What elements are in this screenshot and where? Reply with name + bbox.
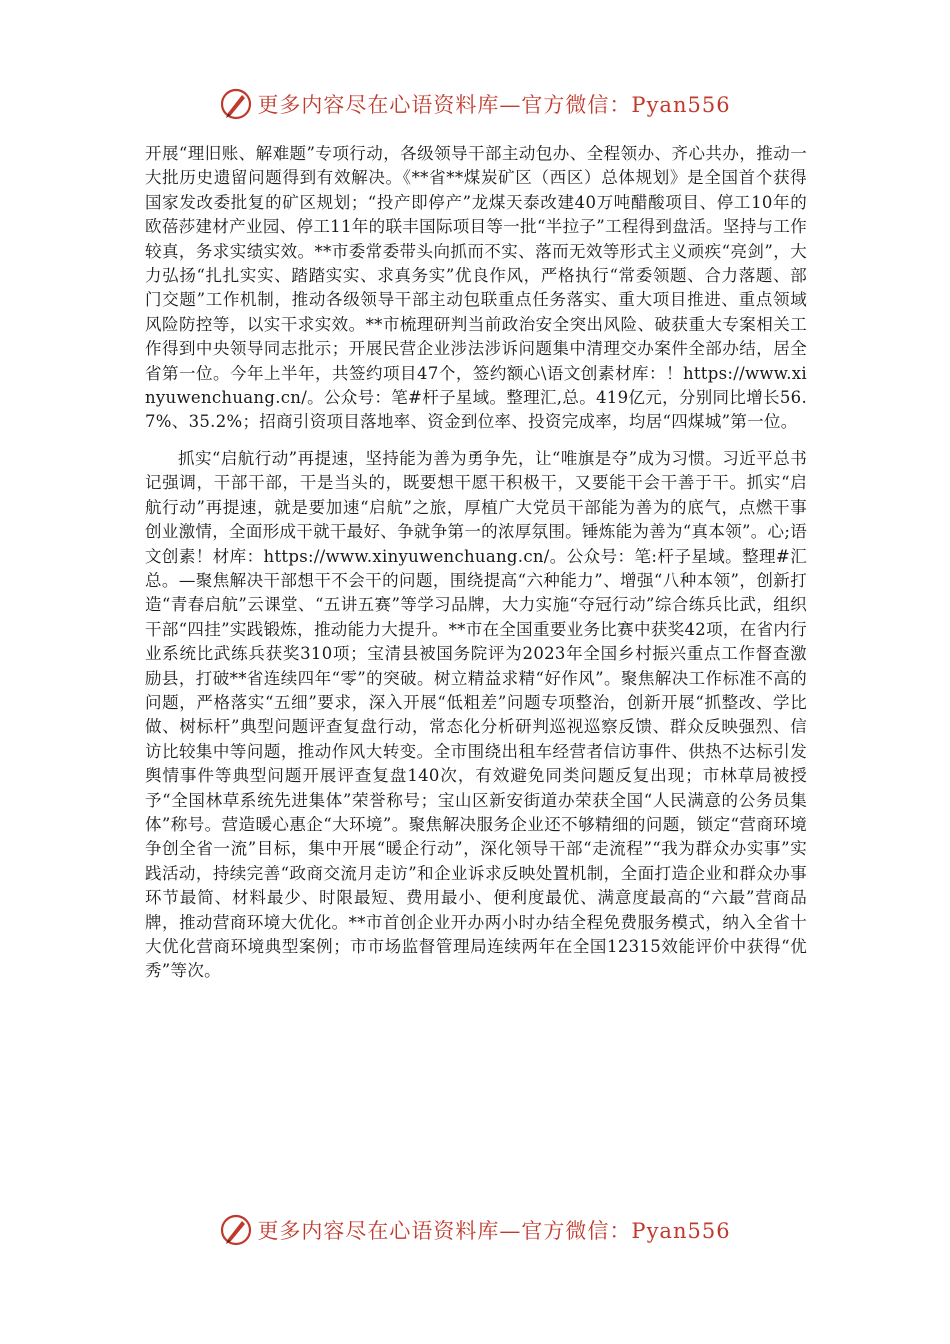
paragraph-2: 抓实“启航行动”再提速，坚持能为善为勇争先，让“唯旗是夺”成为习惯。习近平总书记强调，干部干部，干是当头的，既要想干愿干积极干，又要能干会干善于干。抓实“启航行动”再提速，就是要加速“启航”之旅，厚植广大党员干部能为善为的底气，点燃干事创业激情，全面形成干就干最好、争就争第一的浓厚氛围。锤炼能为善为“真本领”。心;语文创素！材库：https://www.xinyuwenchuang.cn/。公众号：笔:杆子星域。整理#汇总。—聚焦解决干部想干不会干的问题，围绕提高“六种能力”、增强“八种本领”，创新打造“青春启航”云课堂、“五讲五赛”等学习品牌，大力实施“夺冠行动”综合练兵比武，组织干部“四挂”实践锻炼，推动能力大提升。**市在全国重要业务比赛中获奖42项，在省内行业系统比武练兵获奖310项；宝清县被国务院评为2023年全国乡村振兴重点工作督查激励县，打破**省连续四年“零”的突破。树立精益求精“好作风”。聚焦解决工作标准不高的问题，严格落实“五细”要求，深入开展“低粗差”问题专项整治，创新开展“抓整改、学比做、树标杆”典型问题评查复盘行动，常态化分析研判巡视巡察反馈、群众反映强烈、信访比较集中等问题，推动作风大转变。全市围绕出租车经营者信访事件、供热不达标引发舆情事件等典型问题开展评查复盘140次，有效避免同类问题反复出现；市林草局被授予“全国林草系统先进集体”荣誉称号；宝山区新安街道办荣获全国“人民满意的公务员集体”称号。营造暖心惠企“大环境”。聚焦解决服务企业还不够精细的问题，锁定“营商环境争创全省一流”目标，集中开展“暖企行动”，深化领导干部“走流程”“我为群众办实事”实践活动，持续完善“政商交流月走访”和企业诉求反映处置机制，全面打造企业和群众办事环节最简、材料最少、时限最短、费用最小、便利度最优、满意度最高的“六最”营商品牌，推动营商环境大优化。**市首创企业开办两小时办结全程免费服务模式，纳入全省十大优化营商环境典型案例；市市场监督管理局连续两年在全国12315效能评价中获得“优秀”等次。 — [145, 448, 807, 981]
paragraph-1: 开展“理旧账、解难题”专项行动，各级领导干部主动包办、全程领办、齐心共办，推动一大批历史遗留问题得到有效解决。《**省**煤炭矿区（西区）总体规划》是全国首个获得国家发改委批复的矿区规划；“投产即停产”龙煤天泰改建40万吨醋酸项目、停工10年的欧蓓莎建材产业园、停工11年的联丰国际项目等一批“半拉子”工程得到盘活。坚持与工作较真，务求实绩实效。**市委常委带头向抓而不实、落而无效等形式主义顽疾“亮剑”，大力弘扬“扎扎实实、踏踏实实、求真务实”优良作风，严格执行“常委领题、合力落题、部门交题”工作机制，推动各级领导干部主动包联重点任务落实、重大项目推进、重点领域风险防控等，以实干求实效。**市梳理研判当前政治安全突出风险、破获重大专案相关工作得到中央领导同志批示；开展民营企业涉法涉诉问题集中清理交办案件全部办结，居全省第一位。今年上半年，共签约项目47个，签约额心\语文创素材库：！https://www.xinyuwenchuang.cn/。公众号：笔#杆子星域。整理汇,总。419亿元，分别同比增长56.7%、35.2%；招商引资项目落地率、资金到位率、投资完成率，均居“四煤城”第一位。 — [145, 144, 807, 432]
footer-banner — [0, 1208, 950, 1252]
footer-banner-text: 更多内容尽在心语资料库—官方微信：Pyan556 — [257, 1219, 731, 1243]
pen-logo-icon — [219, 1213, 253, 1247]
document-body — [145, 142, 807, 984]
header-banner — [0, 82, 950, 126]
pen-logo-icon — [219, 87, 253, 121]
header-banner-text: 更多内容尽在心语资料库—官方微信：Pyan556 — [257, 93, 731, 117]
